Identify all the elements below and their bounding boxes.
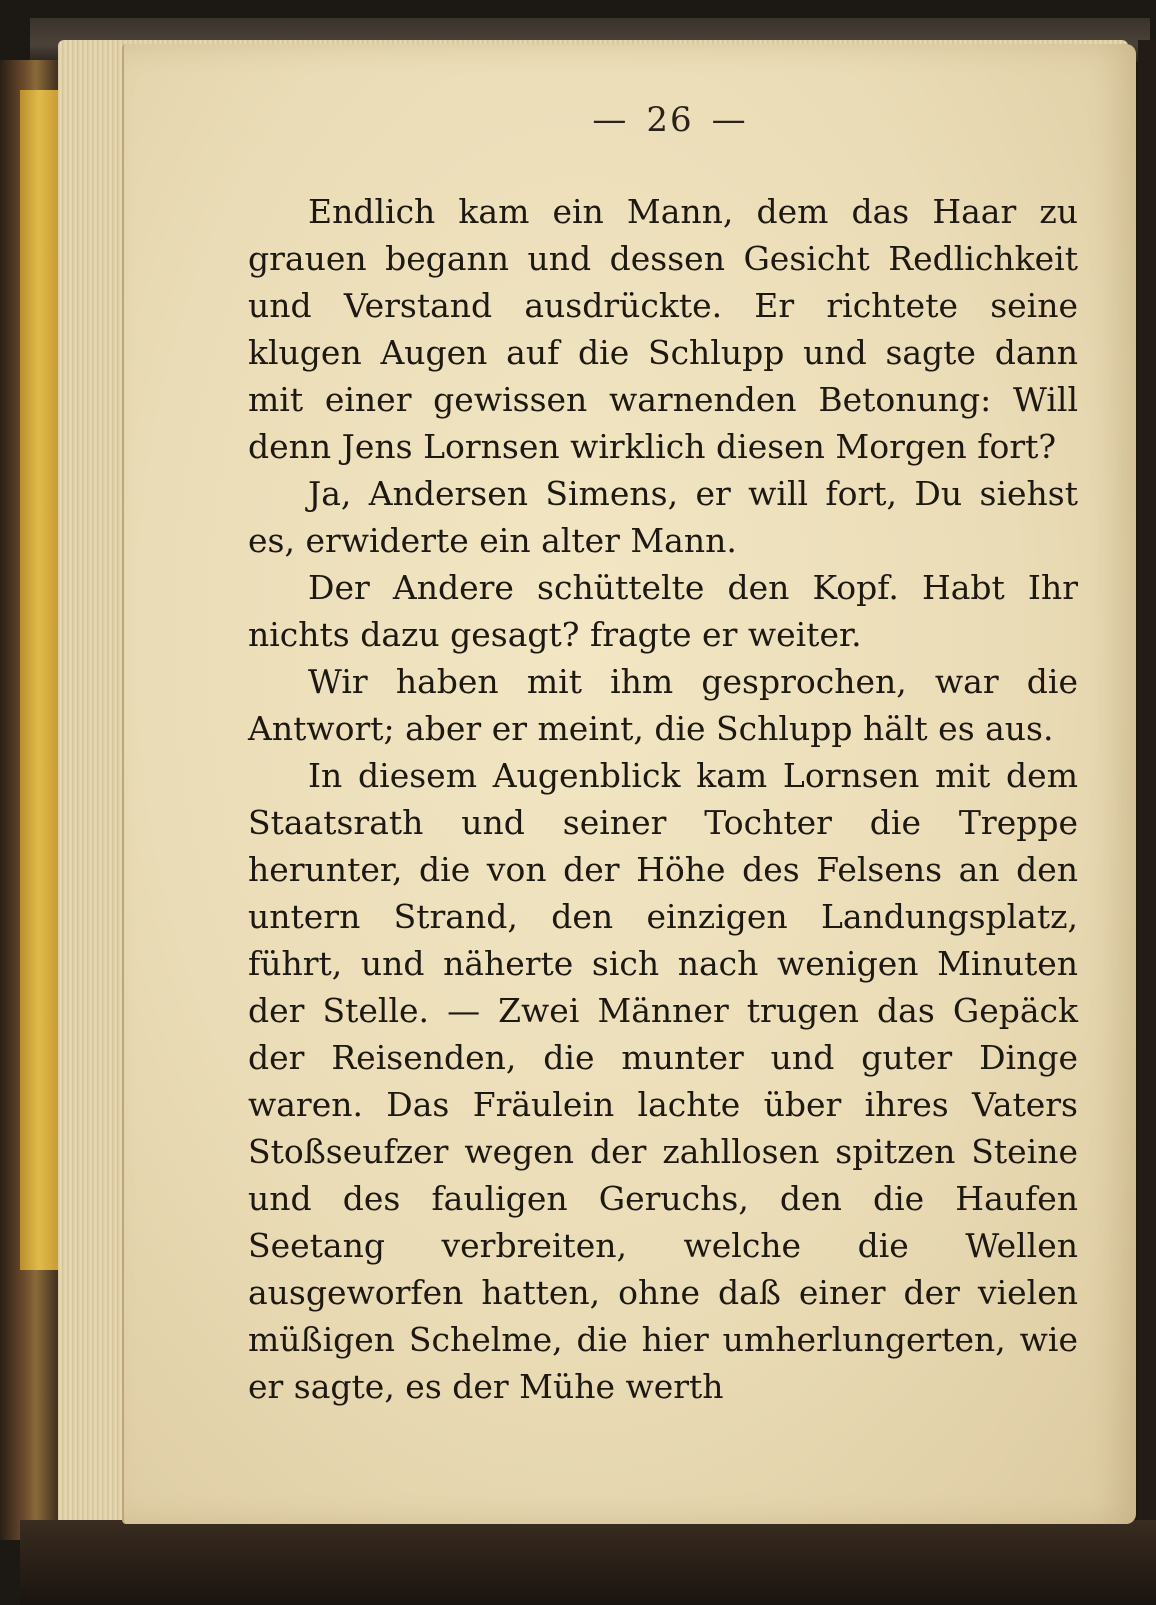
header-dash-right: — — [711, 100, 748, 140]
paragraph-1: Endlich kam ein Mann, dem das Haar zu grauen begann und dessen Gesicht Redlichkeit und Verstand ausdrückte. Er richtete seine klugen Augen auf die Schlupp und sagte dann mit einer gewissen warnenden Betonung: Will denn Jens Lornsen wirklich diesen Morgen fort? — [248, 192, 1078, 466]
body-text — [248, 188, 1078, 1410]
bookmark-strip — [20, 90, 58, 1270]
paragraph-3: Der Andere schüttelte den Kopf. Habt Ihr nichts dazu gesagt? fragte er weiter. — [248, 568, 1078, 654]
paragraph-5: In diesem Augenblick kam Lornsen mit dem Staatsrath und seiner Tochter die Treppe herunter, die von der Höhe des Felsens an den untern Strand, den einzigen Landungsplatz, führt, und näherte sich nach wenigen Minuten der Stelle. — Zwei Männer trugen das Gepäck der Reisenden, die munter und guter Dinge waren. Das Fräulein lachte über ihres Vaters Stoßseufzer wegen der zahllosen spitzen Steine und des fauligen Geruchs, den die Haufen Seetang verbreiten, welche die Wellen ausgeworfen hatten, ohne daß einer der vielen müßigen Schelme, die hier umherlungerten, wie er sagte, es der Mühe werth — [248, 756, 1078, 1406]
book-cover-bottom — [20, 1520, 1156, 1605]
book-cover-right — [1138, 40, 1156, 1540]
paragraph-4: Wir haben mit ihm gesprochen, war die Antwort; aber er meint, die Schlupp hält es aus. — [248, 662, 1078, 748]
page-number: 26 — [646, 100, 694, 140]
paragraph-2: Ja, Andersen Simens, er will fort, Du siehst es, erwiderte ein alter Mann. — [248, 474, 1078, 560]
page-header — [560, 100, 780, 140]
header-dash-left: — — [592, 100, 629, 140]
